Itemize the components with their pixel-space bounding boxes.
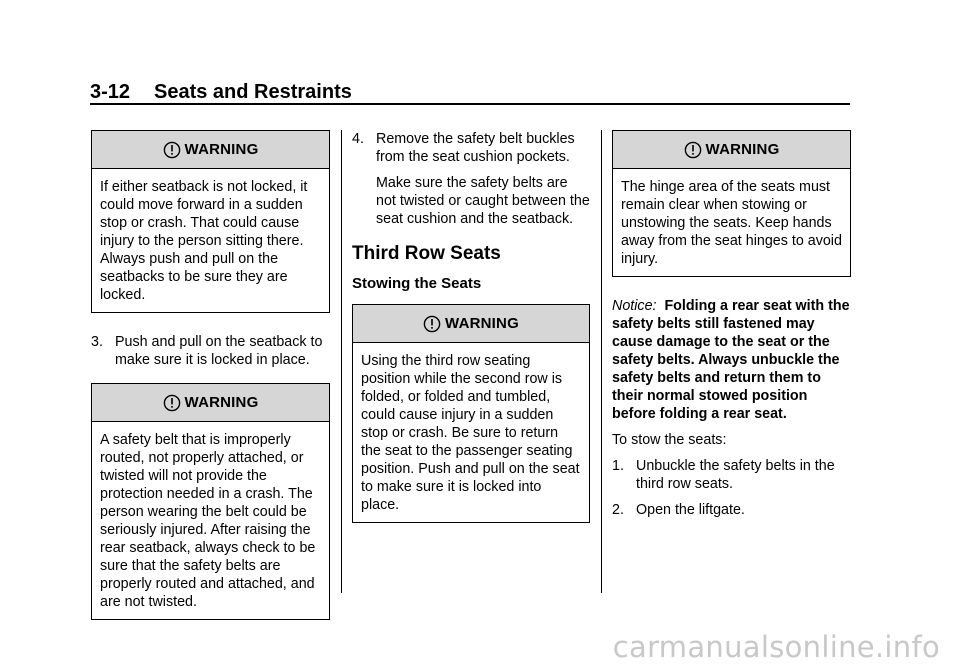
step-text: Push and pull on the seatback to make sure it is locked in place.	[115, 334, 323, 368]
warning-header	[353, 305, 589, 343]
warning-header	[613, 131, 850, 169]
warning-box	[612, 130, 851, 277]
warning-triangle-icon	[163, 394, 181, 412]
warning-text: The hinge area of the seats must remain clear when stowing or unstowing the seats. Keep hands away from the seat hinges to avoid injury.	[621, 179, 842, 267]
warning-box	[352, 304, 590, 523]
page-title: Seats and Restraints	[154, 81, 352, 103]
warning-header	[92, 131, 329, 169]
column-3	[612, 130, 851, 519]
step-item	[352, 130, 590, 166]
step-text: Open the liftgate.	[636, 502, 745, 518]
step-item	[612, 457, 851, 493]
step-item	[612, 501, 851, 519]
watermark: carmanualsonline.info	[612, 630, 940, 664]
warning-triangle-icon	[423, 315, 441, 333]
intro-text: To stow the seats:	[612, 432, 727, 448]
step-number: 3.	[91, 334, 103, 350]
warning-header	[92, 384, 329, 422]
step-note: Make sure the safety belts are not twisted or caught between the seat cushion and the seatback.	[376, 175, 590, 227]
warning-triangle-icon	[163, 141, 181, 159]
warning-title: WARNING	[184, 140, 259, 158]
warning-triangle-icon	[684, 141, 702, 159]
subsection-title: Stowing the Seats	[352, 275, 482, 292]
step-number: 2.	[612, 502, 624, 518]
warning-text: Using the third row seating position while the second row is folded, or folded and tumbled, could cause injury in a sudden stop or crash. Be sure to return the seat to the passenger seating position. Push and pull on the seat to make sure it is locked into place.	[361, 353, 580, 513]
notice-label: Notice:	[612, 298, 657, 314]
warning-box	[91, 383, 330, 620]
warning-title: WARNING	[705, 140, 780, 158]
column-2	[352, 130, 590, 523]
warning-title: WARNING	[184, 393, 259, 411]
step-text: Unbuckle the safety belts in the third row seats.	[636, 458, 835, 492]
warning-box	[91, 130, 330, 313]
step-number: 4.	[352, 131, 364, 147]
column-divider-1	[341, 130, 342, 593]
header-rule	[90, 103, 850, 105]
step-number: 1.	[612, 458, 624, 474]
step-item	[91, 333, 330, 369]
warning-text: If either seatback is not locked, it could move forward in a sudden stop or crash. That could cause injury to the person sitting there. Always push and pull on the seatbacks to be sure they are locked.	[100, 179, 308, 303]
section-title: Third Row Seats	[352, 243, 501, 264]
warning-title: WARNING	[445, 314, 519, 332]
page-number: 3-12	[90, 81, 131, 103]
notice-text: Folding a rear seat with the safety belts still fastened may cause damage to the seat or the safety belts. Always unbuckle the safety belts and return them to their normal stowed position before folding a rear seat.	[612, 298, 850, 422]
notice-paragraph	[612, 297, 851, 423]
step-text: Remove the safety belt buckles from the seat cushion pockets.	[376, 131, 575, 165]
warning-text: A safety belt that is improperly routed, not properly attached, or twisted will not provide the protection needed in a crash. The person wearing the belt could be seriously injured. After raising the rear seatback, always check to be sure that the safety belts are properly routed and attached, and are not twisted.	[100, 432, 316, 610]
column-1	[91, 130, 330, 620]
column-divider-2	[601, 130, 602, 593]
page-header	[90, 80, 850, 104]
